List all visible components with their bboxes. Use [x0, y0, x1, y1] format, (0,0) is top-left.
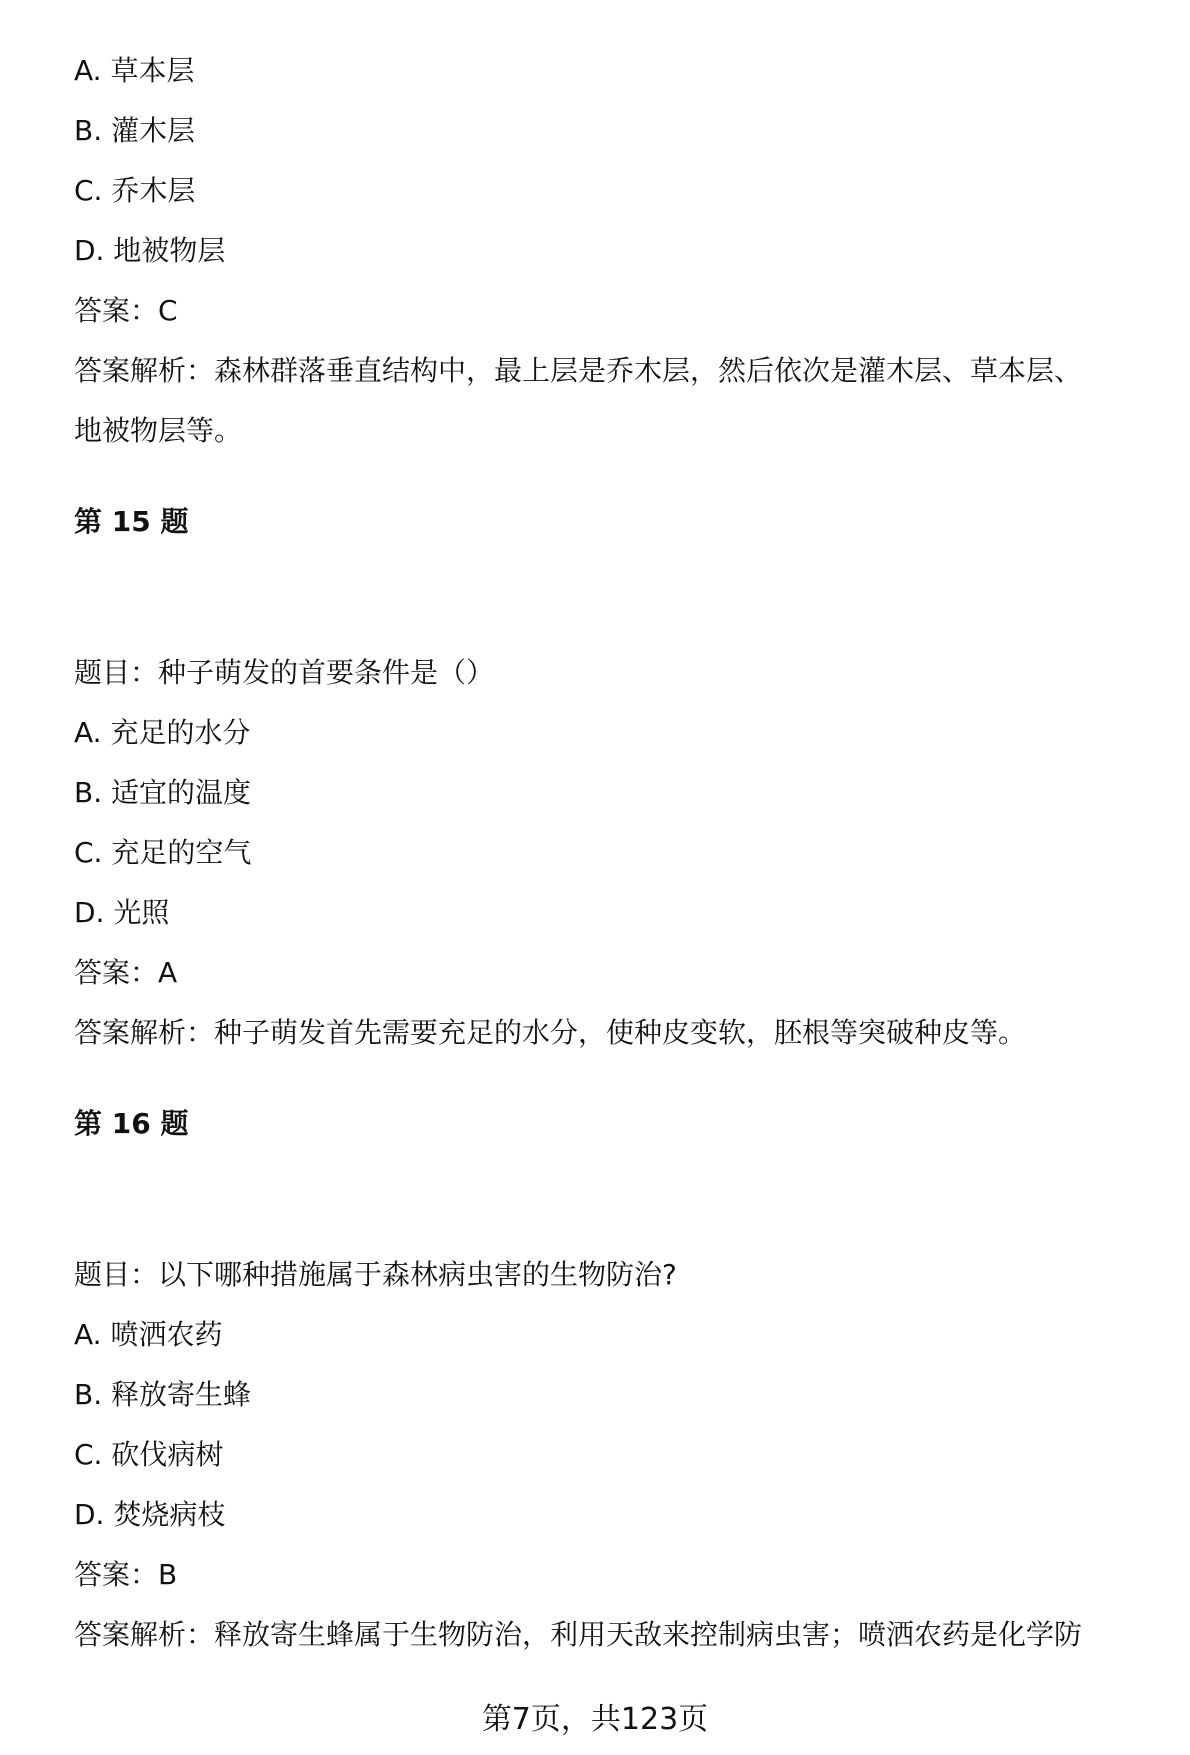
option-b: B. 适宜的温度 — [74, 776, 252, 809]
question-text: 题目：以下哪种措施属于森林病虫害的生物防治? — [74, 1258, 677, 1291]
option-a: A. 喷洒农药 — [74, 1318, 223, 1351]
option-d: D. 焚烧病枝 — [74, 1498, 226, 1531]
explanation: 答案解析：释放寄生蜂属于生物防治，利用天敌来控制病虫害；喷洒农药是化学防 — [74, 1618, 1083, 1651]
option-a: A. 草本层 — [74, 54, 195, 87]
question-heading: 第 15 题 — [74, 505, 189, 538]
option-b: B. 释放寄生蜂 — [74, 1378, 252, 1411]
answer: 答案：C — [74, 294, 178, 327]
question-text: 题目：种子萌发的首要条件是（） — [74, 656, 495, 689]
option-c: C. 砍伐病树 — [74, 1438, 224, 1471]
option-a: A. 充足的水分 — [74, 716, 251, 749]
option-d: D. 光照 — [74, 896, 170, 929]
page-indicator: 第7页，共123页 — [481, 1702, 709, 1737]
question-heading: 第 16 题 — [74, 1107, 189, 1140]
explanation-continued: 地被物层等。 — [74, 414, 243, 447]
answer: 答案：A — [74, 956, 178, 989]
option-b: B. 灌木层 — [74, 114, 196, 147]
answer: 答案：B — [74, 1558, 178, 1591]
explanation: 答案解析：种子萌发首先需要充足的水分，使种皮变软，胚根等突破种皮等。 — [74, 1016, 1027, 1049]
option-c: C. 乔木层 — [74, 174, 196, 207]
option-c: C. 充足的空气 — [74, 836, 252, 869]
option-d: D. 地被物层 — [74, 234, 226, 267]
explanation: 答案解析：森林群落垂直结构中，最上层是乔木层，然后依次是灌木层、草本层、 — [74, 354, 1083, 387]
